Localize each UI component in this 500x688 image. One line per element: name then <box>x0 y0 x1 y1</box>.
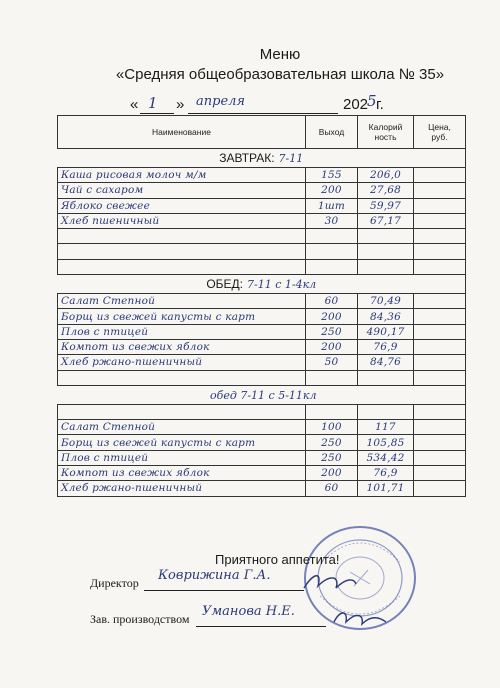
dish-name: Яблоко свежее <box>58 198 306 213</box>
dish-out: 155 <box>306 168 358 183</box>
dish-out: 60 <box>306 294 358 309</box>
empty-row <box>58 259 466 274</box>
dish-cal: 84,76 <box>358 355 414 370</box>
dish-cal: 206,0 <box>358 168 414 183</box>
dish-name: Компот из свежих яблок <box>58 339 306 354</box>
lunch2-title <box>58 385 466 404</box>
lunch-title <box>58 275 466 294</box>
day-underline <box>140 113 174 114</box>
table-row <box>58 481 466 496</box>
table-row <box>58 355 466 370</box>
dish-out: 250 <box>306 435 358 450</box>
dish-cal: 105,85 <box>358 435 414 450</box>
col-out-header: Выход <box>306 116 358 149</box>
dish-cal: 76,9 <box>358 339 414 354</box>
director-signature <box>300 568 360 594</box>
dish-price <box>414 324 466 339</box>
table-row <box>58 213 466 228</box>
dish-out: 200 <box>306 309 358 324</box>
dish-name: Чай с сахаром <box>58 183 306 198</box>
dish-price <box>414 309 466 324</box>
dish-price <box>414 294 466 309</box>
menu-table <box>57 115 466 497</box>
dish-name: Борщ из свежей капусты с карт <box>58 309 306 324</box>
dish-cal: 70,49 <box>358 294 414 309</box>
dish-out: 200 <box>306 183 358 198</box>
date-quote-open: « <box>130 96 139 113</box>
dish-price <box>414 198 466 213</box>
dish-price <box>414 213 466 228</box>
dish-out: 1шт <box>306 198 358 213</box>
dish-out: 100 <box>306 420 358 435</box>
dish-cal: 67,17 <box>358 213 414 228</box>
dish-name: Хлеб пшеничный <box>58 213 306 228</box>
table-row <box>58 466 466 481</box>
col-name-header: Наименование <box>58 116 306 149</box>
dish-price <box>414 355 466 370</box>
dish-out: 250 <box>306 324 358 339</box>
date-day: 1 <box>148 94 158 112</box>
breakfast-label: ЗАВТРАК: <box>219 151 275 165</box>
date-month: апреля <box>196 94 246 109</box>
dish-price <box>414 183 466 198</box>
dish-cal: 101,71 <box>358 481 414 496</box>
col-cal-header: Калорий ность <box>358 116 414 149</box>
dish-name: Салат Степной <box>58 420 306 435</box>
table-header-row <box>58 116 466 149</box>
dish-out: 60 <box>306 481 358 496</box>
table-row <box>58 183 466 198</box>
appetite-text: Приятного аппетита! <box>215 552 340 567</box>
dish-name: Салат Степной <box>58 294 306 309</box>
empty-row <box>58 370 466 385</box>
breakfast-section-row <box>58 149 466 168</box>
date-line <box>130 94 410 116</box>
director-signature-line <box>144 590 304 591</box>
dish-out: 50 <box>306 355 358 370</box>
director-name: Коврижина Г.А. <box>158 568 271 583</box>
school-name: «Средняя общеобразовательная школа № 35» <box>115 66 445 83</box>
date-year-prefix: 202 <box>343 96 369 113</box>
dish-price <box>414 450 466 465</box>
chef-label: Зав. производством <box>90 612 190 626</box>
date-quote-close: » <box>176 96 185 113</box>
table-row <box>58 168 466 183</box>
lunch-section-row <box>58 275 466 294</box>
dish-out: 250 <box>306 450 358 465</box>
lunch-label: ОБЕД: <box>206 277 244 292</box>
dish-out: 30 <box>306 213 358 228</box>
dish-name: Хлеб ржано-пшеничный <box>58 355 306 370</box>
chef-signature-line <box>196 626 326 627</box>
dish-cal: 27,68 <box>358 183 414 198</box>
page-title: Меню <box>259 46 301 63</box>
dish-name: Плов с птицей <box>58 450 306 465</box>
table-row <box>58 450 466 465</box>
dish-price <box>414 168 466 183</box>
dish-price <box>414 420 466 435</box>
chef-name: Уманова Н.Е. <box>202 604 295 619</box>
lunch-note: 7-11 с 1-4кл <box>247 278 317 292</box>
empty-row <box>58 244 466 259</box>
table-row <box>58 309 466 324</box>
month-underline <box>188 113 338 114</box>
dish-name: Каша рисовая молоч м/м <box>58 168 306 183</box>
date-year-suffix: г. <box>376 96 384 113</box>
breakfast-note: 7-11 <box>278 152 304 165</box>
dish-price <box>414 435 466 450</box>
table-row <box>58 324 466 339</box>
dish-cal: 59,97 <box>358 198 414 213</box>
table-row <box>58 435 466 450</box>
dish-name: Плов с птицей <box>58 324 306 339</box>
col-price-header: Цена, руб. <box>414 116 466 149</box>
empty-row <box>58 229 466 244</box>
dish-cal: 534,42 <box>358 450 414 465</box>
dish-out: 200 <box>306 339 358 354</box>
table-row <box>58 420 466 435</box>
dish-cal: 117 <box>358 420 414 435</box>
breakfast-title <box>58 149 466 168</box>
dish-price <box>414 466 466 481</box>
dish-cal: 76,9 <box>358 466 414 481</box>
dish-price <box>414 339 466 354</box>
table-row <box>58 339 466 354</box>
date-year-digit: 5 <box>367 92 377 110</box>
dish-cal: 84,36 <box>358 309 414 324</box>
dish-out: 200 <box>306 466 358 481</box>
director-label: Директор <box>90 576 139 590</box>
lunch2-label: обед 7-11 с 5-11кл <box>210 388 317 402</box>
table-row <box>58 294 466 309</box>
lunch2-section-row <box>58 385 466 404</box>
dish-price <box>414 481 466 496</box>
chef-signature <box>330 604 390 630</box>
table-row <box>58 198 466 213</box>
dish-name: Борщ из свежей капусты с карт <box>58 435 306 450</box>
dish-cal: 490,17 <box>358 324 414 339</box>
dish-name: Хлеб ржано-пшеничный <box>58 481 306 496</box>
empty-row <box>58 404 466 419</box>
dish-name: Компот из свежих яблок <box>58 466 306 481</box>
